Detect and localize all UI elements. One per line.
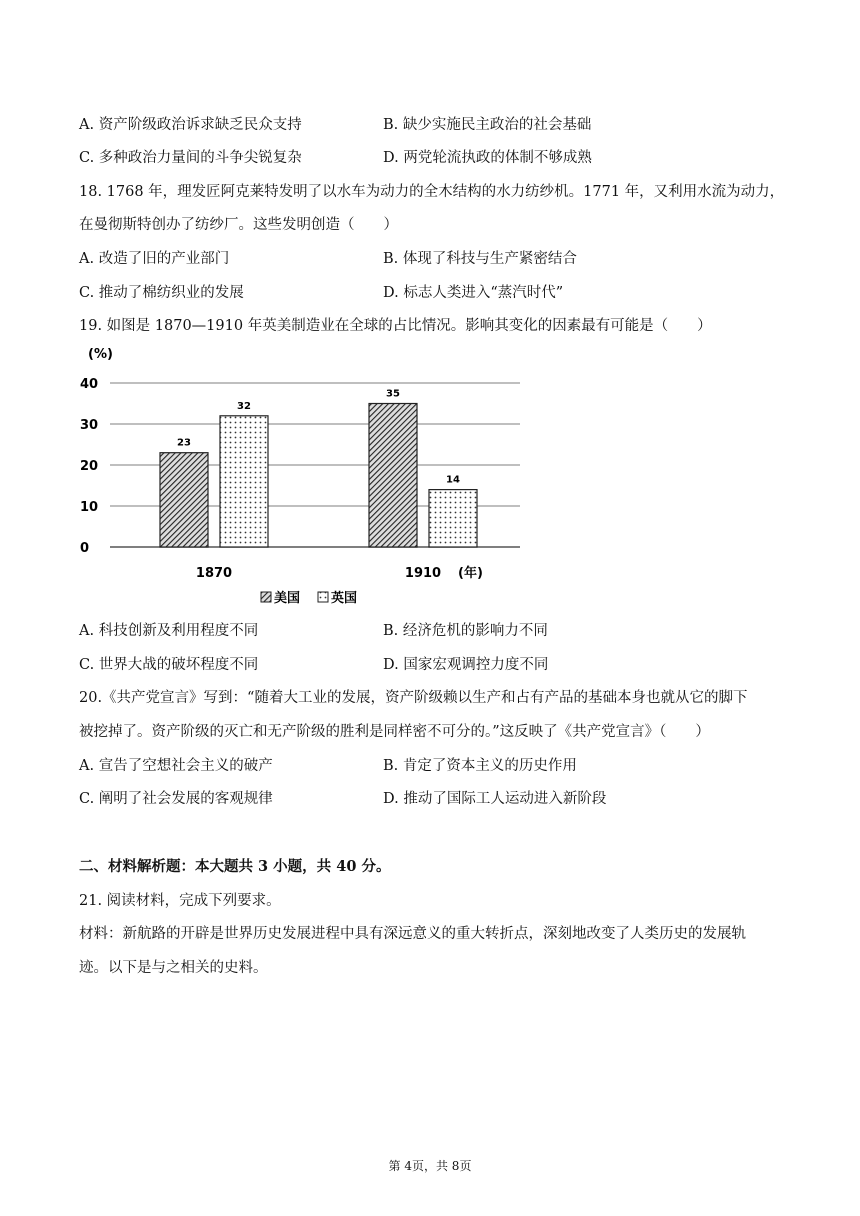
q19-option-a: A. 科技创新及利用程度不同 <box>79 623 259 639</box>
manufacturing-share-chart <box>78 340 538 610</box>
bar-label-1910-1: 14 <box>446 474 460 486</box>
q18-option-c: C. 推动了棉纺织业的发展 <box>79 285 244 301</box>
y-tick-0: 0 <box>80 541 90 556</box>
page-footer: 第 4页，共 8页 <box>388 1159 472 1173</box>
q21-material-line1: 材料：新航路的开辟是世界历史发展进程中具有深远意义的重大转折点，深刻地改变了人类历史的发展轨 <box>79 926 746 942</box>
x-tick-1870: 1870 <box>195 566 233 581</box>
section2-heading: 二、材料解析题：本大题共 3 小题，共 40 分。 <box>79 858 391 875</box>
bar-label-1910-0: 35 <box>386 388 400 400</box>
legend-label-uk: 英国 <box>331 591 358 606</box>
y-tick-40: 40 <box>80 377 99 392</box>
bar-label-1870-1: 32 <box>237 400 251 412</box>
q19-option-c: C. 世界大战的破坏程度不同 <box>79 657 259 673</box>
q19-option-d: D. 国家宏观调控力度不同 <box>383 657 549 673</box>
q21-stem: 21. 阅读材料，完成下列要求。 <box>79 893 281 909</box>
q18-option-d: D. 标志人类进入“蒸汽时代” <box>383 285 564 301</box>
chart-legend <box>261 590 357 606</box>
x-axis-label: (年) <box>458 566 483 581</box>
q21-material-line2: 迹。以下是与之相关的史料。 <box>79 960 268 976</box>
q20-stem-line2: 被挖掉了。资产阶级的灭亡和无产阶级的胜利是同样密不可分的。”这反映了《共产党宣言》（ ） <box>79 724 710 740</box>
q20-option-c: C. 阐明了社会发展的客观规律 <box>79 791 273 807</box>
y-axis-label: (%) <box>88 347 113 362</box>
legend-swatch-us <box>261 592 271 602</box>
q20-option-a: A. 宣告了空想社会主义的破产 <box>79 758 273 774</box>
q18-option-b: B. 体现了科技与生产紧密结合 <box>383 251 577 267</box>
q17-option-d: D. 两党轮流执政的体制不够成熟 <box>383 150 592 166</box>
legend-swatch-uk <box>318 592 328 602</box>
q18-stem-line2: 在曼彻斯特创办了纺纱厂。这些发明创造（ ） <box>79 217 398 233</box>
q19-option-b: B. 经济危机的影响力不同 <box>383 623 548 639</box>
y-tick-20: 20 <box>80 459 99 474</box>
q20-option-d: D. 推动了国际工人运动进入新阶段 <box>383 791 607 807</box>
bar-1910-1 <box>429 490 477 547</box>
bar-label-1870-0: 23 <box>177 437 191 449</box>
q17-option-a: A. 资产阶级政治诉求缺乏民众支持 <box>79 117 302 133</box>
q18-stem-line1: 18. 1768 年，理发匠阿克莱特发明了以水车为动力的全木结构的水力纺纱机。1771 年，又利用水流为动力， <box>79 184 785 200</box>
q20-option-b: B. 肯定了资本主义的历史作用 <box>383 758 577 774</box>
q18-option-a: A. 改造了旧的产业部门 <box>79 251 230 267</box>
legend-label-us: 美国 <box>274 591 301 606</box>
q20-stem-line1: 20.《共产党宣言》写到：“随着大工业的发展，资产阶级赖以生产和占有产品的基础本身也就从它的脚下 <box>79 690 748 706</box>
q17-option-c: C. 多种政治力量间的斗争尖锐复杂 <box>79 150 302 166</box>
bar-1910-0 <box>369 404 417 548</box>
y-tick-30: 30 <box>80 418 99 433</box>
x-tick-1910: 1910 <box>404 566 442 581</box>
bar-1870-0 <box>160 453 208 547</box>
bar-1870-1 <box>220 416 268 547</box>
q17-option-b: B. 缺少实施民主政治的社会基础 <box>383 117 592 133</box>
q19-stem: 19. 如图是 1870—1910 年英美制造业在全球的占比情况。影响其变化的因素最有可能是（ ） <box>79 318 712 334</box>
y-tick-10: 10 <box>80 500 99 515</box>
